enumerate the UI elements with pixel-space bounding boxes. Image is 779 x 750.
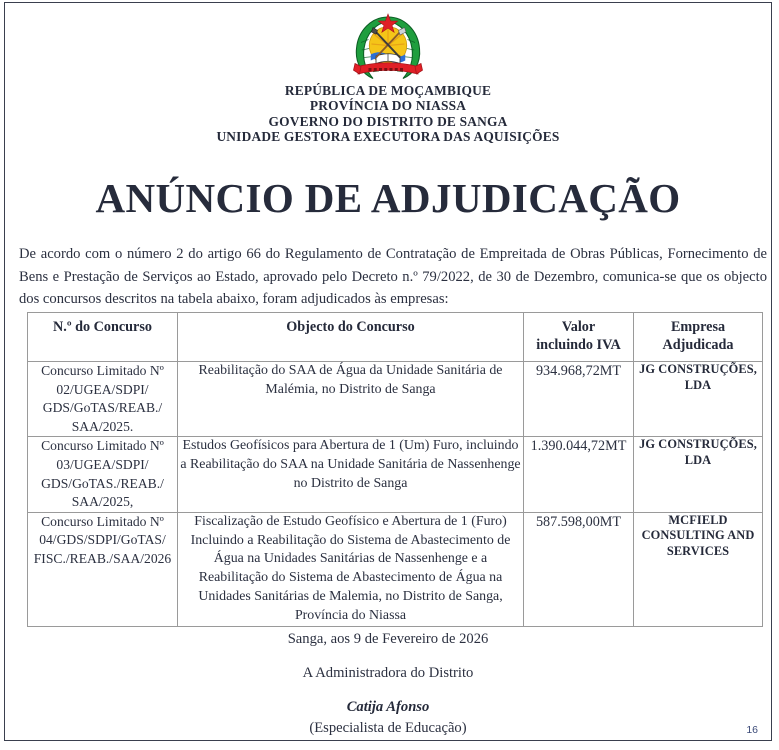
header-line-province: PROVÍNCIA DO NIASSA [309,98,467,114]
column-header-numero: N.º do Concurso [28,313,178,362]
table-row [28,362,763,437]
column-header-valor [524,313,634,362]
cell-numero: Concurso Limitado Nº 03/UGEA/SDPI/ GDS/GoTAS./REAB./ SAA/2025, [28,437,178,512]
table-row [28,512,763,626]
header-line-government: GOVERNO DO DISTRITO DE SANGA [268,113,508,129]
cell-valor: 587.598,00MT [524,512,634,626]
column-header-objecto: Objecto do Concurso [178,313,524,362]
header-line-republic: REPÚBLICA DE MOÇAMBIQUE [284,83,492,98]
table-row [28,437,763,512]
cell-objecto: Reabilitação do SAA de Água da Unidade Sanitária de Malémia, no Distrito de Sanga [178,362,524,437]
emblem-container [5,11,771,83]
column-header-valor-line2: incluindo IVA [536,337,621,353]
column-header-valor-line1: Valor [561,319,596,335]
signer-name: Catija Afonso [346,699,430,715]
cell-numero: Concurso Limitado Nº 04/GDS/SDPI/GoTAS/ FISC./REAB./SAA/2026 [28,512,178,626]
cell-numero: Concurso Limitado Nº 02/UGEA/SDPI/ GDS/GoTAS/REAB./ SAA/2025. [28,362,178,437]
header-line-unit: UNIDADE GESTORA EXECUTORA DAS AQUISIÇÕES [216,129,560,145]
cell-objecto: Estudos Geofísicos para Abertura de 1 (Um) Furo, incluindo a Reabilitação do SAA na Unidade Sanitária de Nassenhenge no Distrito de Sanga [178,437,524,512]
cell-objecto: Fiscalização de Estudo Geofísico e Abertura de 1 (Furo) Incluindo a Reabilitação do Sistema de Abastecimento de Água na Unidades Sanitárias de Nassenhenge e a Reabilitação do Sistema de Abastecimento de Água na Unidades Sanitárias de Malemia, no Distrito de Sanga, Província do Niassa [178,512,524,626]
awards-table [27,312,763,627]
column-header-empresa-line2: Adjudicada [662,337,734,353]
institution-header [5,83,771,145]
cell-valor: 1.390.044,72MT [524,437,634,512]
cell-valor: 934.968,72MT [524,362,634,437]
page-number: 16 [746,724,758,736]
signer-role: (Especialista de Educação) [309,720,467,736]
column-header-empresa [634,313,763,362]
page-title: ANÚNCIO DE ADJUDICAÇÃO [95,175,681,221]
mozambique-coat-of-arms-icon [350,11,426,83]
table-header-row [28,313,763,362]
cell-empresa: JG CONSTRUÇÕES, LDA [634,362,763,437]
cell-empresa: JG CONSTRUÇÕES, LDA [634,437,763,512]
column-header-empresa-line1: Empresa [670,319,726,335]
place-and-date: Sanga, aos 9 de Fevereiro de 2026 [287,631,489,647]
document-page [4,2,772,741]
cell-empresa: MCFIELD CONSULTING AND SERVICES [634,512,763,626]
signer-title: A Administradora do Distrito [302,665,474,681]
intro-paragraph: De acordo com o número 2 do artigo 66 do Regulamento de Contratação de Empreitada de Obras Públicas, Fornecimento de Bens e Prestação de Serviços ao Estado, aprovado pelo Decreto n.º 79/2022, de 30 de Dezembro, comunica-se que os objecto dos concursos descritos na tabela abaixo, foram adjudicados às empresas: [19,246,767,307]
document-footer [5,629,771,739]
